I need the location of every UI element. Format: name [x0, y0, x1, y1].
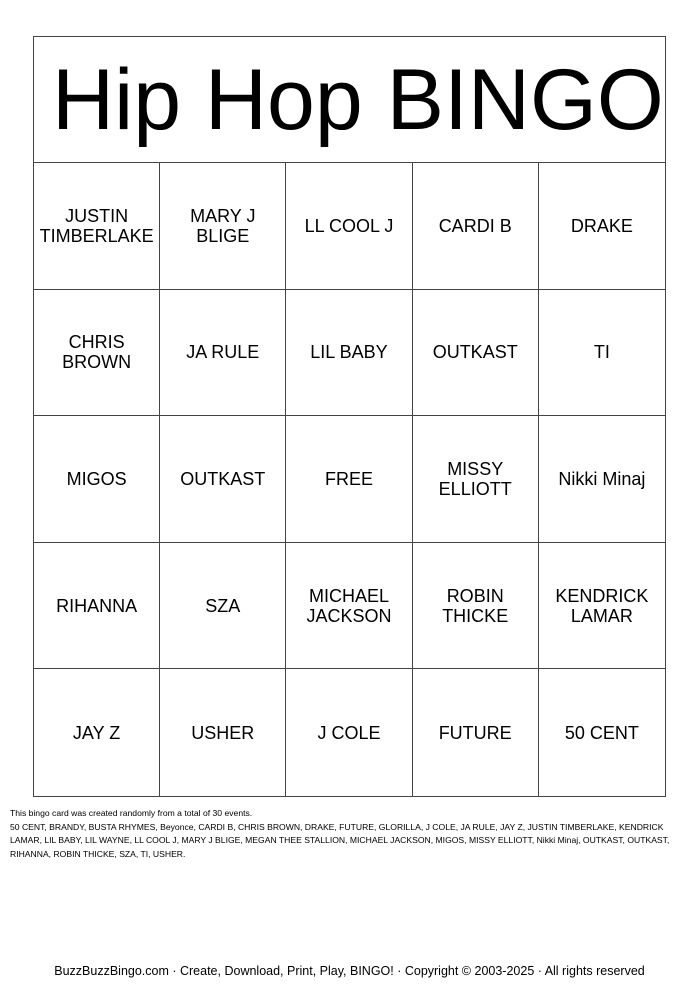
bingo-cell-free: FREE — [286, 416, 412, 543]
bingo-cell: CHRIS BROWN — [34, 290, 160, 417]
bingo-cell: LIL BABY — [286, 290, 412, 417]
bingo-cell: ROBIN THICKE — [413, 543, 539, 670]
bingo-cell: JA RULE — [160, 290, 286, 417]
bingo-cell: FUTURE — [413, 669, 539, 796]
bingo-grid — [34, 163, 665, 796]
site-footer: BuzzBuzzBingo.com · Create, Download, Print, Play, BINGO! · Copyright © 2003-2025 · All rights reserved — [54, 964, 645, 978]
bingo-cell: MARY J BLIGE — [160, 163, 286, 290]
notes-event-list: 50 CENT, BRANDY, BUSTA RHYMES, Beyonce, CARDI B, CHRIS BROWN, DRAKE, FUTURE, GLORILLA, J COLE, JA RULE, JAY Z, JUSTIN TIMBERLAKE, KENDRICK LAMAR, LIL BABY, LIL WAYNE, LL COOL J, MARY J BLIGE, MEGAN THEE STALLION, MICHAEL JACKSON, MIGOS, MISSY ELLIOTT, Nikki Minaj, OUTKAST, OUTKAST, RIHANNA, ROBIN THICKE, SZA, TI, USHER. — [10, 821, 670, 859]
bingo-cell: USHER — [160, 669, 286, 796]
bingo-cell: JAY Z — [34, 669, 160, 796]
bingo-cell: DRAKE — [539, 163, 665, 290]
card-notes — [10, 807, 690, 861]
bingo-cell: Nikki Minaj — [539, 416, 665, 543]
bingo-cell: CARDI B — [413, 163, 539, 290]
bingo-cell: LL COOL J — [286, 163, 412, 290]
bingo-cell: OUTKAST — [413, 290, 539, 417]
bingo-cell: SZA — [160, 543, 286, 670]
bingo-cell: KENDRICK LAMAR — [539, 543, 665, 670]
bingo-cell: JUSTIN TIMBERLAKE — [34, 163, 160, 290]
bingo-cell: J COLE — [286, 669, 412, 796]
bingo-cell: TI — [539, 290, 665, 417]
card-title: Hip Hop BINGO — [34, 37, 665, 163]
bingo-cell: OUTKAST — [160, 416, 286, 543]
bingo-cell: 50 CENT — [564, 722, 639, 743]
bingo-card — [33, 36, 666, 797]
bingo-cell: MISSY ELLIOTT — [413, 416, 539, 543]
bingo-cell: MICHAEL JACKSON — [286, 543, 412, 670]
notes-intro: This bingo card was created randomly from a total of 30 events. — [10, 808, 253, 818]
bingo-cell: MIGOS — [34, 416, 160, 543]
bingo-cell: RIHANNA — [34, 543, 160, 670]
